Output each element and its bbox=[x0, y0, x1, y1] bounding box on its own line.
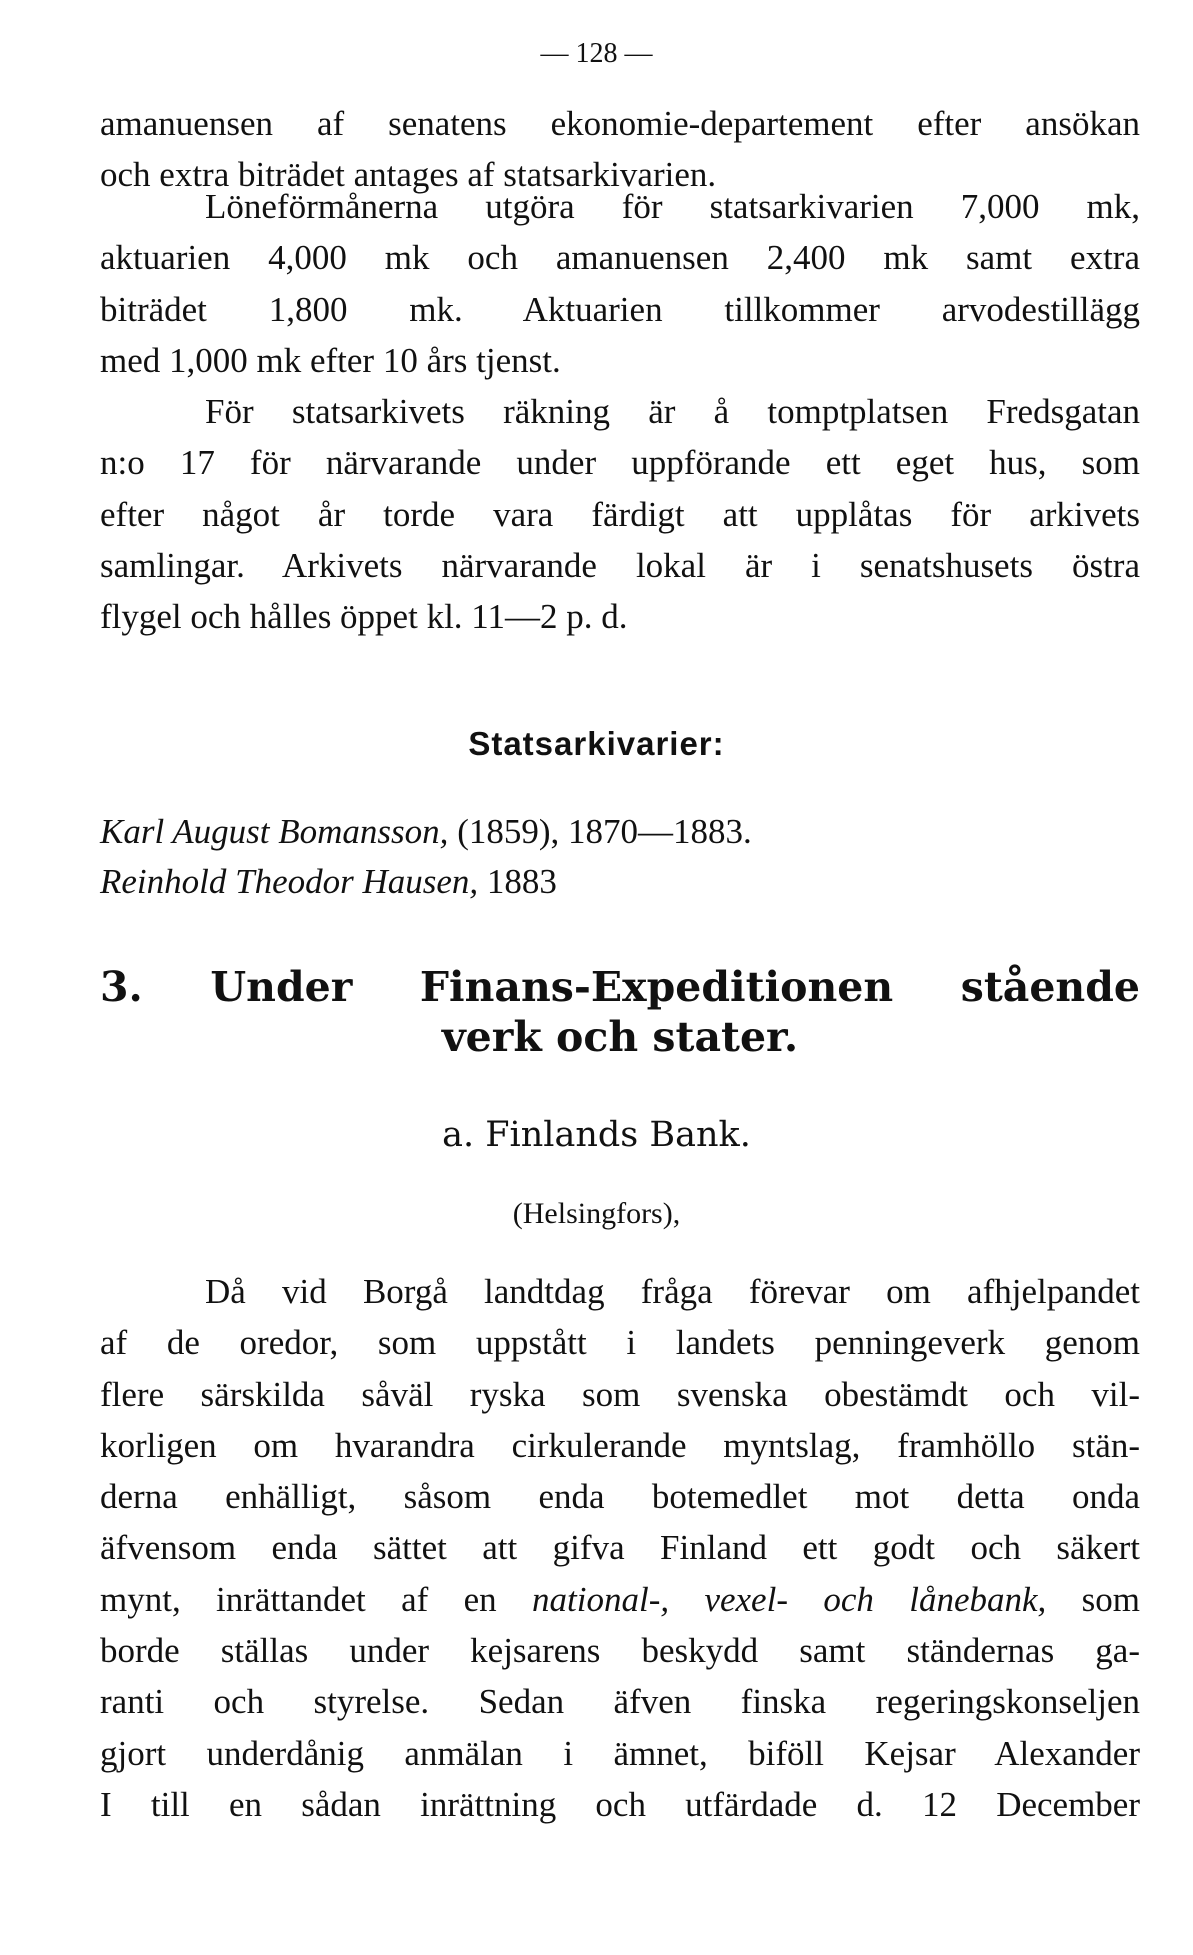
text-fragment: mynt, inrättandet af en bbox=[100, 1579, 533, 1619]
text-line: och extra biträdet antages af statsarkivarien. bbox=[100, 155, 717, 195]
person-entry bbox=[100, 857, 1140, 907]
text-line: efter något år torde vara färdigt att upplåtas för arkivets bbox=[100, 494, 1140, 534]
statsarkivarier-heading: Statsarkivarier: bbox=[468, 725, 725, 762]
text-line: biträdet 1,800 mk. Aktuarien tillkommer arvodestillägg bbox=[100, 289, 1140, 329]
place-line: (Helsingfors), bbox=[512, 1197, 681, 1230]
text-line: derna enhälligt, såsom enda botemedlet mot detta onda bbox=[100, 1477, 1140, 1517]
person-years: (1859), 1870—1883. bbox=[457, 812, 752, 851]
text-line: korligen om hvarandra cirkulerande myntslag, framhöllo stän- bbox=[100, 1425, 1140, 1465]
text-line: Löneförmånerna utgöra för statsarkivarien 7,000 mk, bbox=[205, 187, 1140, 226]
text-line: flygel och hålles öppet kl. 11—2 p. d. bbox=[100, 597, 628, 637]
person-name: Reinhold Theodor Hausen, bbox=[100, 862, 479, 901]
section-heading-line-2: verk och stater. bbox=[441, 1013, 799, 1061]
text-line: I till en sådan inrättning och utfärdade d. 12 December bbox=[100, 1784, 1140, 1824]
text-line: samlingar. Arkivets närvarande lokal är i senatshusets östra bbox=[100, 545, 1140, 585]
text-line: af de oredor, som uppstått i landets penningeverk genom bbox=[100, 1323, 1140, 1363]
text-line bbox=[100, 1574, 1140, 1625]
paragraph-4 bbox=[100, 1266, 1140, 1830]
text-line: flere särskilda såväl ryska som svenska obestämdt och vil- bbox=[100, 1374, 1140, 1414]
text-line: Då vid Borgå landtdag fråga förevar om afhjelpandet bbox=[205, 1272, 1140, 1311]
text-line: För statsarkivets räkning är å tomptplatsen Fredsgatan bbox=[205, 392, 1140, 431]
text-line: amanuensen af senatens ekonomie-departement efter ansökan bbox=[100, 104, 1140, 143]
section-heading-line-1: 3. Under Finans-Expeditionen stående bbox=[100, 963, 1140, 1011]
section-heading bbox=[100, 962, 1140, 1062]
statsarkivarier-list bbox=[100, 807, 1140, 907]
text-line: med 1,000 mk efter 10 års tjenst. bbox=[100, 340, 561, 380]
page-number: — 128 — bbox=[540, 38, 653, 69]
person-years: 1883 bbox=[486, 862, 557, 901]
italic-text-fragment: national-, vexel- och lånebank, bbox=[532, 1579, 1047, 1619]
text-line: aktuarien 4,000 mk och amanuensen 2,400 mk samt extra bbox=[100, 238, 1140, 278]
text-line: borde ställas under kejsarens beskydd samt ständernas ga- bbox=[100, 1631, 1140, 1671]
text-line: n:o 17 för närvarande under uppförande ett eget hus, som bbox=[100, 443, 1140, 483]
person-name: Karl August Bomansson, bbox=[100, 812, 449, 851]
text-line: ranti och styrelse. Sedan äfven finska regeringskonseljen bbox=[100, 1682, 1140, 1722]
text-line: äfvensom enda sättet att gifva Finland ett godt och säkert bbox=[100, 1528, 1140, 1568]
text-line: gjort underdånig anmälan i ämnet, biföll Kejsar Alexander bbox=[100, 1733, 1140, 1773]
text-fragment: som bbox=[1046, 1579, 1140, 1619]
person-entry bbox=[100, 807, 1140, 857]
subsection-heading: a. Finlands Bank. bbox=[442, 1115, 751, 1155]
paragraph-3 bbox=[100, 386, 1140, 642]
paragraph-2 bbox=[100, 181, 1140, 386]
